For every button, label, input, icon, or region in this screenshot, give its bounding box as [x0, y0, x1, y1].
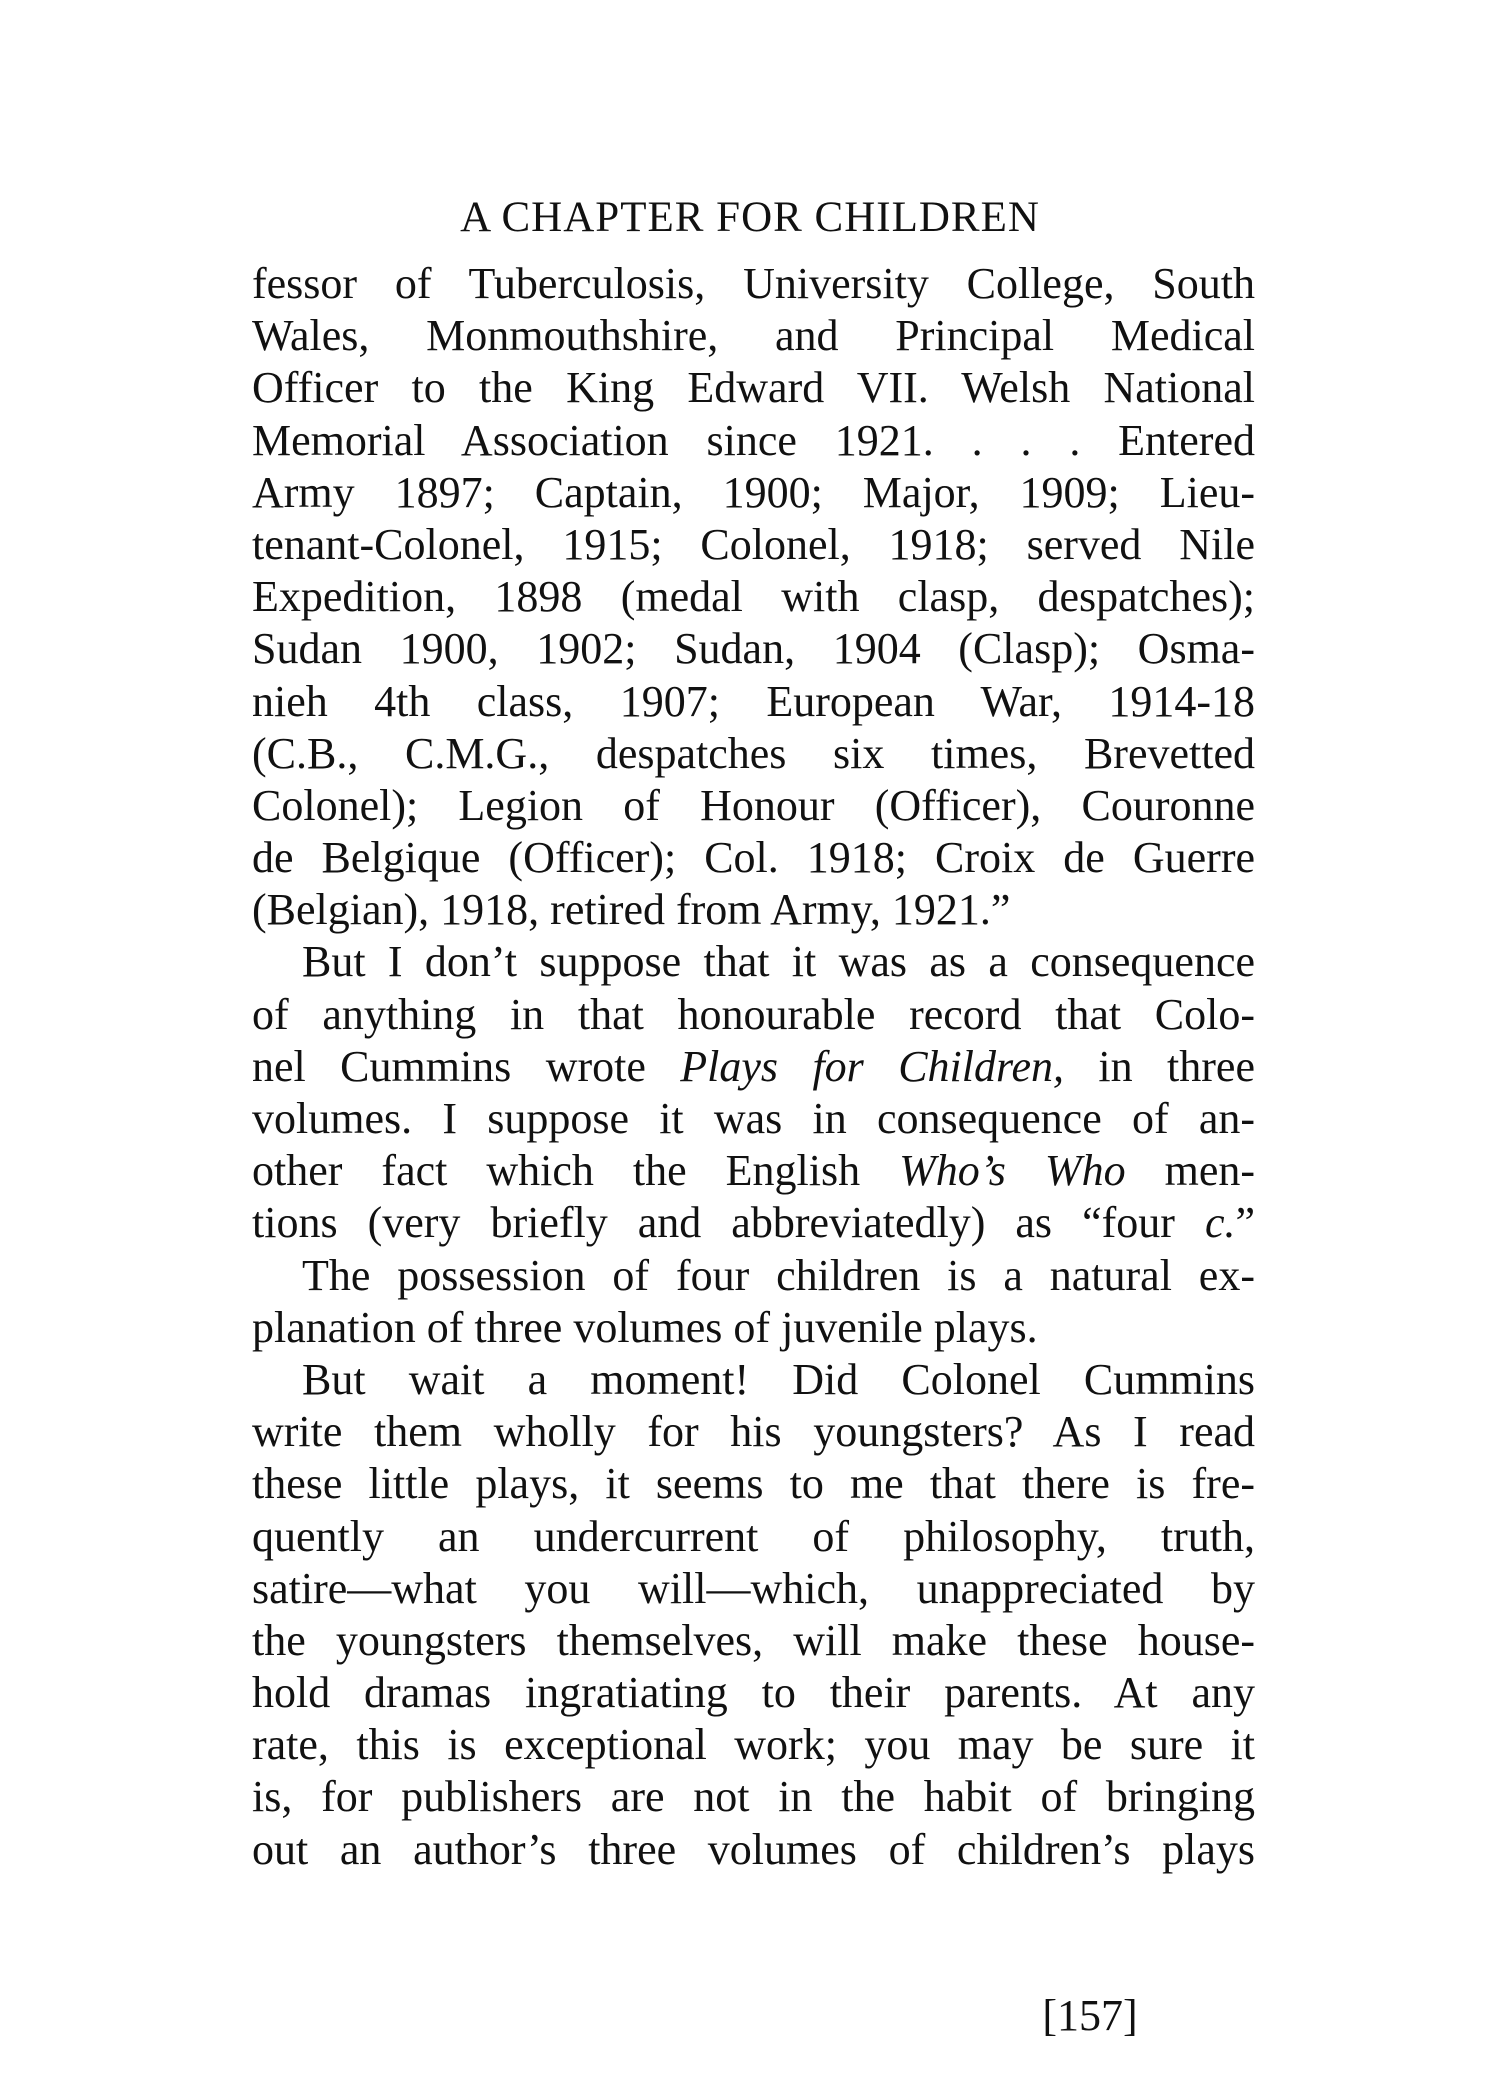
text-line: Colonel); Legion of Honour (Officer), Couronne	[252, 780, 1255, 830]
text-line: Memorial Association since 1921. . . . Entered	[252, 415, 1255, 465]
text-line: (Belgian), 1918, retired from Army, 1921.”	[252, 885, 1011, 935]
page-number: [157]	[1042, 1991, 1138, 2040]
text-line: these little plays, it seems to me that there is fre-	[252, 1459, 1255, 1509]
text-line: Officer to the King Edward VII. Welsh National	[252, 363, 1255, 413]
text-line: volumes. I suppose it was in consequence of an-	[252, 1094, 1255, 1143]
text-line: (C.B., C.M.G., despatches six times, Brevetted	[252, 728, 1255, 778]
text-line: the youngsters themselves, will make these house-	[252, 1615, 1255, 1665]
text-line: other fact which the English Who’s Who men-	[252, 1146, 1255, 1196]
text-line: nel Cummins wrote Plays for Children, in three	[252, 1041, 1255, 1091]
text-line: out an author’s three volumes of children’s plays	[252, 1824, 1255, 1874]
text-line: fessor of Tuberculosis, University College, South	[252, 259, 1255, 308]
text-line: rate, this is exceptional work; you may be sure it	[252, 1720, 1255, 1770]
text-line: But I don’t suppose that it was as a consequence	[302, 937, 1255, 987]
text-line: nieh 4th class, 1907; European War, 1914-18	[252, 676, 1255, 726]
text-line: planation of three volumes of juvenile plays.	[252, 1302, 1038, 1352]
text-line: Army 1897; Captain, 1900; Major, 1909; Lieu-	[252, 467, 1255, 517]
text-line: quently an undercurrent of philosophy, truth,	[252, 1511, 1255, 1561]
text-line: Expedition, 1898 (medal with clasp, despatches);	[252, 572, 1255, 622]
text-line: tenant-Colonel, 1915; Colonel, 1918; served Nile	[252, 519, 1255, 569]
running-head: A CHAPTER FOR CHILDREN	[460, 194, 1040, 241]
text-line: satire—what you will—which, unappreciated by	[252, 1563, 1255, 1613]
text-line: Wales, Monmouthshire, and Principal Medical	[252, 311, 1255, 361]
text-line: But wait a moment! Did Colonel Cummins	[302, 1354, 1255, 1404]
text-line: de Belgique (Officer); Col. 1918; Croix de Guerre	[252, 833, 1255, 883]
text-line: hold dramas ingratiating to their parents. At any	[252, 1668, 1255, 1718]
text-line: Sudan 1900, 1902; Sudan, 1904 (Clasp); Osma-	[252, 624, 1255, 674]
text-line: is, for publishers are not in the habit of bringing	[252, 1772, 1255, 1822]
text-line: tions (very briefly and abbreviatedly) as “four c.”	[252, 1198, 1255, 1248]
text-line: of anything in that honourable record that Colo-	[252, 989, 1255, 1039]
text-line: The possession of four children is a natural ex-	[302, 1250, 1255, 1300]
body-text	[252, 258, 1255, 1876]
text-line: write them wholly for his youngsters? As I read	[252, 1407, 1255, 1457]
